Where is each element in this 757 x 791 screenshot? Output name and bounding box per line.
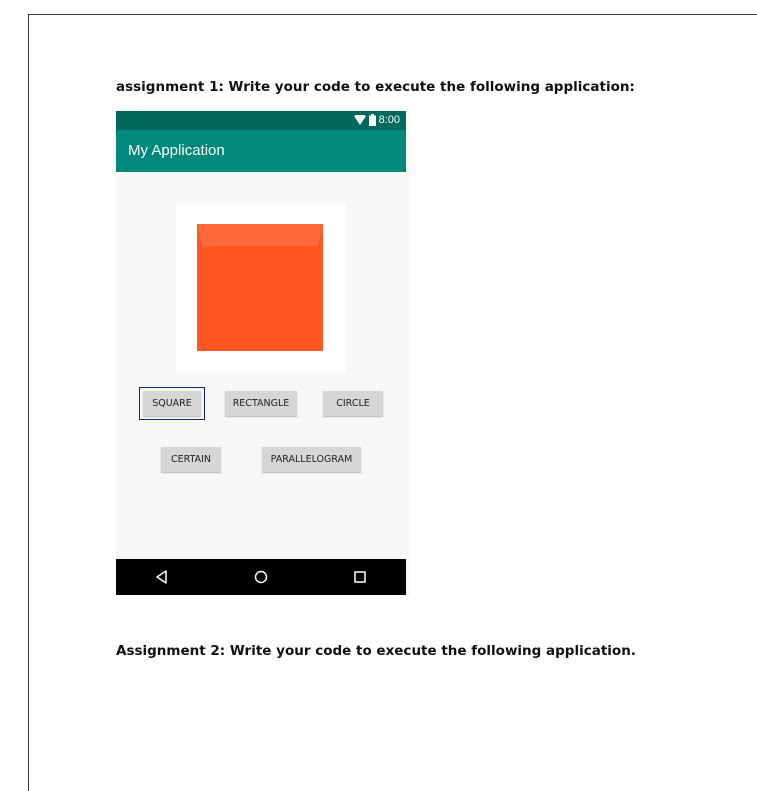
recent-apps-icon[interactable] [352,569,368,585]
page-border-top [28,14,757,15]
navigation-bar [116,559,406,595]
parallelogram-button[interactable]: PARALLELOGRAM [262,447,361,472]
certain-button[interactable]: CERTAIN [161,447,221,472]
status-time: 8:00 [378,114,400,126]
image-panel [176,204,346,372]
status-bar [116,111,406,130]
app-title: My Application [128,142,225,159]
page-border-left [28,14,29,791]
assignment-1-heading: assignment 1: Write your code to execute the following application: [116,79,635,95]
phone-screenshot [116,111,410,595]
circle-button[interactable]: CIRCLE [323,391,383,416]
rectangle-button[interactable]: RECTANGLE [225,391,297,416]
wifi-icon [354,115,366,125]
assignment-2-heading: Assignment 2: Write your code to execute the following application. [116,643,636,659]
app-bar [116,130,406,172]
back-icon[interactable] [154,569,170,585]
square-button[interactable]: SQUARE [143,391,201,416]
shape-shading [197,224,323,246]
battery-icon [369,114,376,126]
home-icon[interactable] [253,569,269,585]
square-shape-image [197,224,323,351]
status-icons [354,114,400,126]
